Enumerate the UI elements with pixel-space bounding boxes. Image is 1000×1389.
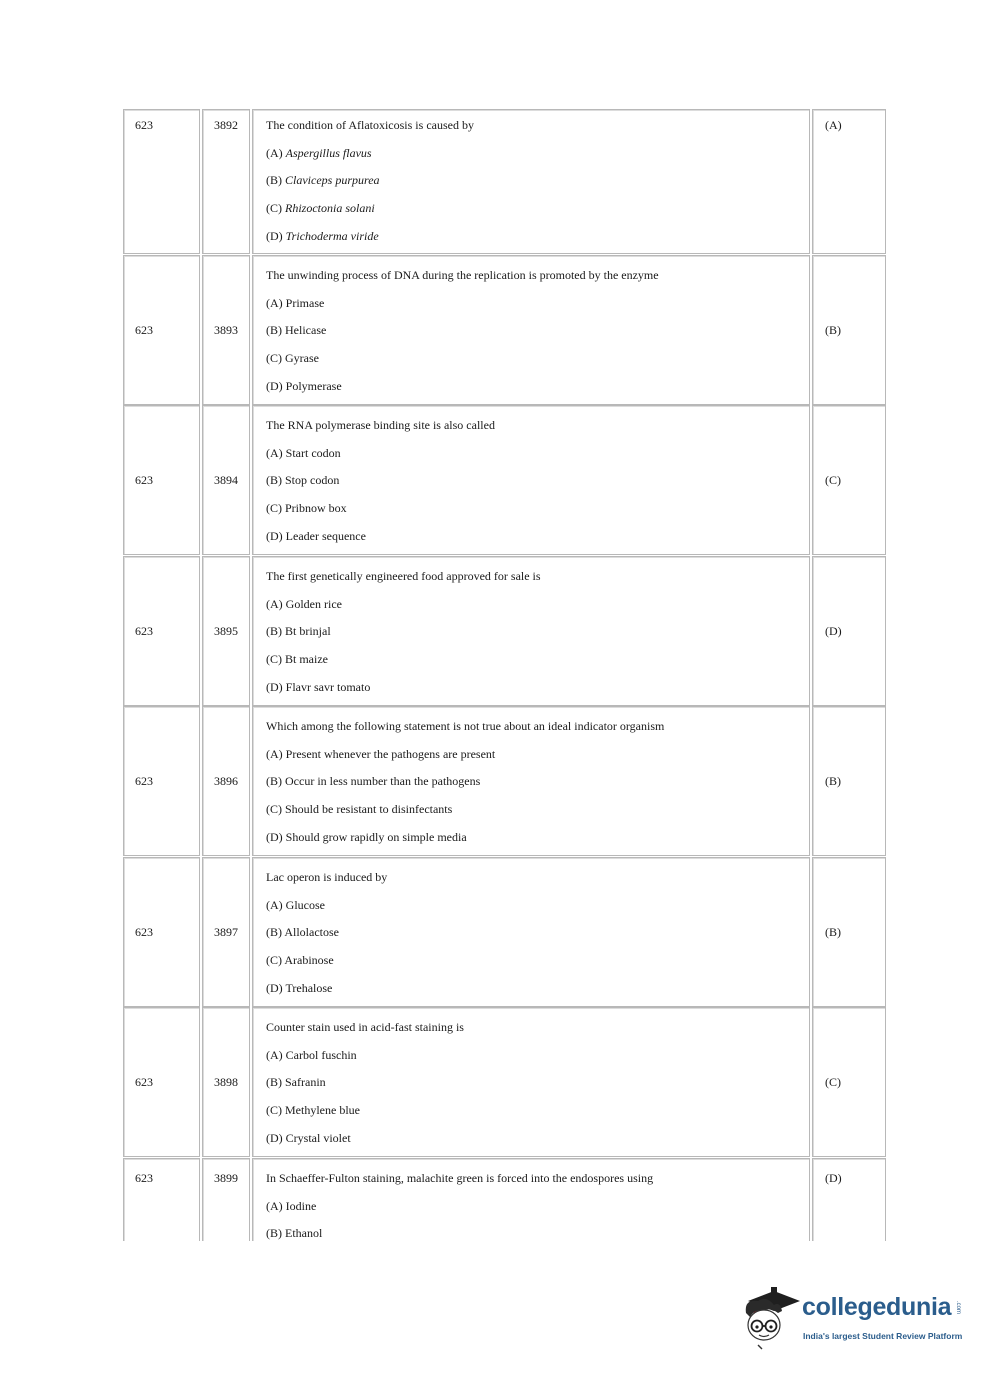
question-stem: The first genetically engineered food approved for sale is bbox=[266, 569, 541, 583]
question-cell bbox=[252, 706, 810, 856]
question-number-cell bbox=[202, 1007, 250, 1157]
question-stem: In Schaeffer-Fulton staining, malachite green is forced into the endospores using bbox=[266, 1171, 654, 1185]
table-row bbox=[123, 556, 886, 706]
question-number: 3893 bbox=[214, 323, 238, 337]
option-a: (A) Iodine bbox=[266, 1199, 317, 1213]
answer-key: (B) bbox=[825, 774, 841, 788]
question-stem: The condition of Aflatoxicosis is caused by bbox=[266, 118, 474, 132]
option-d: (D) Crystal violet bbox=[266, 1131, 351, 1145]
option-d: (D) Should grow rapidly on simple media bbox=[266, 830, 467, 844]
option-b: (B) Occur in less number than the pathogens bbox=[266, 774, 481, 788]
question-cell bbox=[252, 1007, 810, 1157]
question-number: 3894 bbox=[214, 473, 238, 487]
subject-code: 623 bbox=[135, 323, 153, 337]
question-number-cell bbox=[202, 1158, 250, 1241]
option-b: (B) Stop codon bbox=[266, 473, 340, 487]
table-row bbox=[123, 405, 886, 555]
answer-key: (B) bbox=[825, 925, 841, 939]
option-c: (C) Arabinose bbox=[266, 953, 334, 967]
option-d: (D) Trichoderma viride bbox=[266, 229, 379, 243]
subject-code: 623 bbox=[135, 1075, 153, 1089]
question-cell bbox=[252, 109, 810, 254]
answer-cell bbox=[812, 255, 886, 405]
answer-key: (A) bbox=[825, 118, 842, 132]
option-d: (D) Leader sequence bbox=[266, 529, 366, 543]
mascot-icon bbox=[740, 1283, 804, 1353]
option-b: (B) Bt brinjal bbox=[266, 624, 331, 638]
question-number-cell bbox=[202, 556, 250, 706]
answer-cell bbox=[812, 109, 886, 254]
table-row bbox=[123, 857, 886, 1007]
question-number-cell bbox=[202, 255, 250, 405]
logo-tagline: India's largest Student Review Platform bbox=[803, 1331, 963, 1341]
question-number-cell bbox=[202, 857, 250, 1007]
option-c: (C) Gyrase bbox=[266, 351, 319, 365]
question-number-cell bbox=[202, 405, 250, 555]
subject-code-cell bbox=[123, 255, 200, 405]
answer-cell bbox=[812, 405, 886, 555]
subject-code-cell bbox=[123, 1158, 200, 1241]
question-cell bbox=[252, 255, 810, 405]
subject-code: 623 bbox=[135, 624, 153, 638]
table-row bbox=[123, 1007, 886, 1157]
table-row bbox=[123, 706, 886, 856]
option-c: (C) Bt maize bbox=[266, 652, 328, 666]
subject-code-cell bbox=[123, 109, 200, 254]
table-row bbox=[123, 1158, 886, 1241]
option-b: (B) Allolactose bbox=[266, 925, 339, 939]
question-number: 3892 bbox=[214, 118, 238, 132]
option-c: (C) Pribnow box bbox=[266, 501, 347, 515]
question-number-cell bbox=[202, 706, 250, 856]
question-cell bbox=[252, 556, 810, 706]
answer-key: (C) bbox=[825, 1075, 841, 1089]
question-number: 3898 bbox=[214, 1075, 238, 1089]
question-number: 3895 bbox=[214, 624, 238, 638]
answer-key: (B) bbox=[825, 323, 841, 337]
subject-code: 623 bbox=[135, 118, 153, 132]
question-stem: Lac operon is induced by bbox=[266, 870, 388, 884]
collegedunia-logo bbox=[740, 1283, 970, 1353]
option-b: (B) Helicase bbox=[266, 323, 327, 337]
question-cell bbox=[252, 405, 810, 555]
answer-cell bbox=[812, 706, 886, 856]
option-b: (B) Claviceps purpurea bbox=[266, 173, 380, 187]
subject-code: 623 bbox=[135, 774, 153, 788]
answer-cell bbox=[812, 1158, 886, 1241]
subject-code-cell bbox=[123, 706, 200, 856]
answer-key: (D) bbox=[825, 624, 842, 638]
question-stem: Which among the following statement is not true about an ideal indicator organism bbox=[266, 719, 665, 733]
subject-code-cell bbox=[123, 857, 200, 1007]
subject-code: 623 bbox=[135, 925, 153, 939]
option-a: (A) Glucose bbox=[266, 898, 325, 912]
option-c: (C) Methylene blue bbox=[266, 1103, 360, 1117]
subject-code: 623 bbox=[135, 473, 153, 487]
question-number-cell bbox=[202, 109, 250, 254]
answer-key: (C) bbox=[825, 473, 841, 487]
logo-wordmark: collegedunia bbox=[802, 1293, 952, 1321]
option-a: (A) Start codon bbox=[266, 446, 341, 460]
subject-code-cell bbox=[123, 1007, 200, 1157]
question-cell bbox=[252, 857, 810, 1007]
subject-code-cell bbox=[123, 556, 200, 706]
option-a: (A) Golden rice bbox=[266, 597, 342, 611]
table-row bbox=[123, 255, 886, 405]
question-table bbox=[123, 109, 886, 1241]
answer-cell bbox=[812, 857, 886, 1007]
subject-code-cell bbox=[123, 405, 200, 555]
question-number: 3896 bbox=[214, 774, 238, 788]
answer-cell bbox=[812, 1007, 886, 1157]
question-cell bbox=[252, 1158, 810, 1241]
question-stem: The unwinding process of DNA during the replication is promoted by the enzyme bbox=[266, 268, 659, 282]
option-a: (A) Present whenever the pathogens are present bbox=[266, 747, 496, 761]
option-a: (A) Primase bbox=[266, 296, 325, 310]
answer-key: (D) bbox=[825, 1171, 842, 1185]
option-b: (B) Safranin bbox=[266, 1075, 326, 1089]
option-d: (D) Flavr savr tomato bbox=[266, 680, 371, 694]
answer-cell bbox=[812, 556, 886, 706]
question-number: 3897 bbox=[214, 925, 238, 939]
question-number: 3899 bbox=[214, 1171, 238, 1185]
option-c: (C) Rhizoctonia solani bbox=[266, 201, 375, 215]
option-b: (B) Ethanol bbox=[266, 1226, 323, 1240]
option-c: (C) Should be resistant to disinfectants bbox=[266, 802, 453, 816]
option-a: (A) Aspergillus flavus bbox=[266, 146, 372, 160]
logo-tld: .com bbox=[955, 1301, 961, 1315]
question-stem: Counter stain used in acid-fast staining is bbox=[266, 1020, 464, 1034]
table-row bbox=[123, 109, 886, 254]
question-stem: The RNA polymerase binding site is also called bbox=[266, 418, 495, 432]
subject-code: 623 bbox=[135, 1171, 153, 1185]
option-a: (A) Carbol fuschin bbox=[266, 1048, 357, 1062]
option-d: (D) Polymerase bbox=[266, 379, 342, 393]
option-d: (D) Trehalose bbox=[266, 981, 333, 995]
